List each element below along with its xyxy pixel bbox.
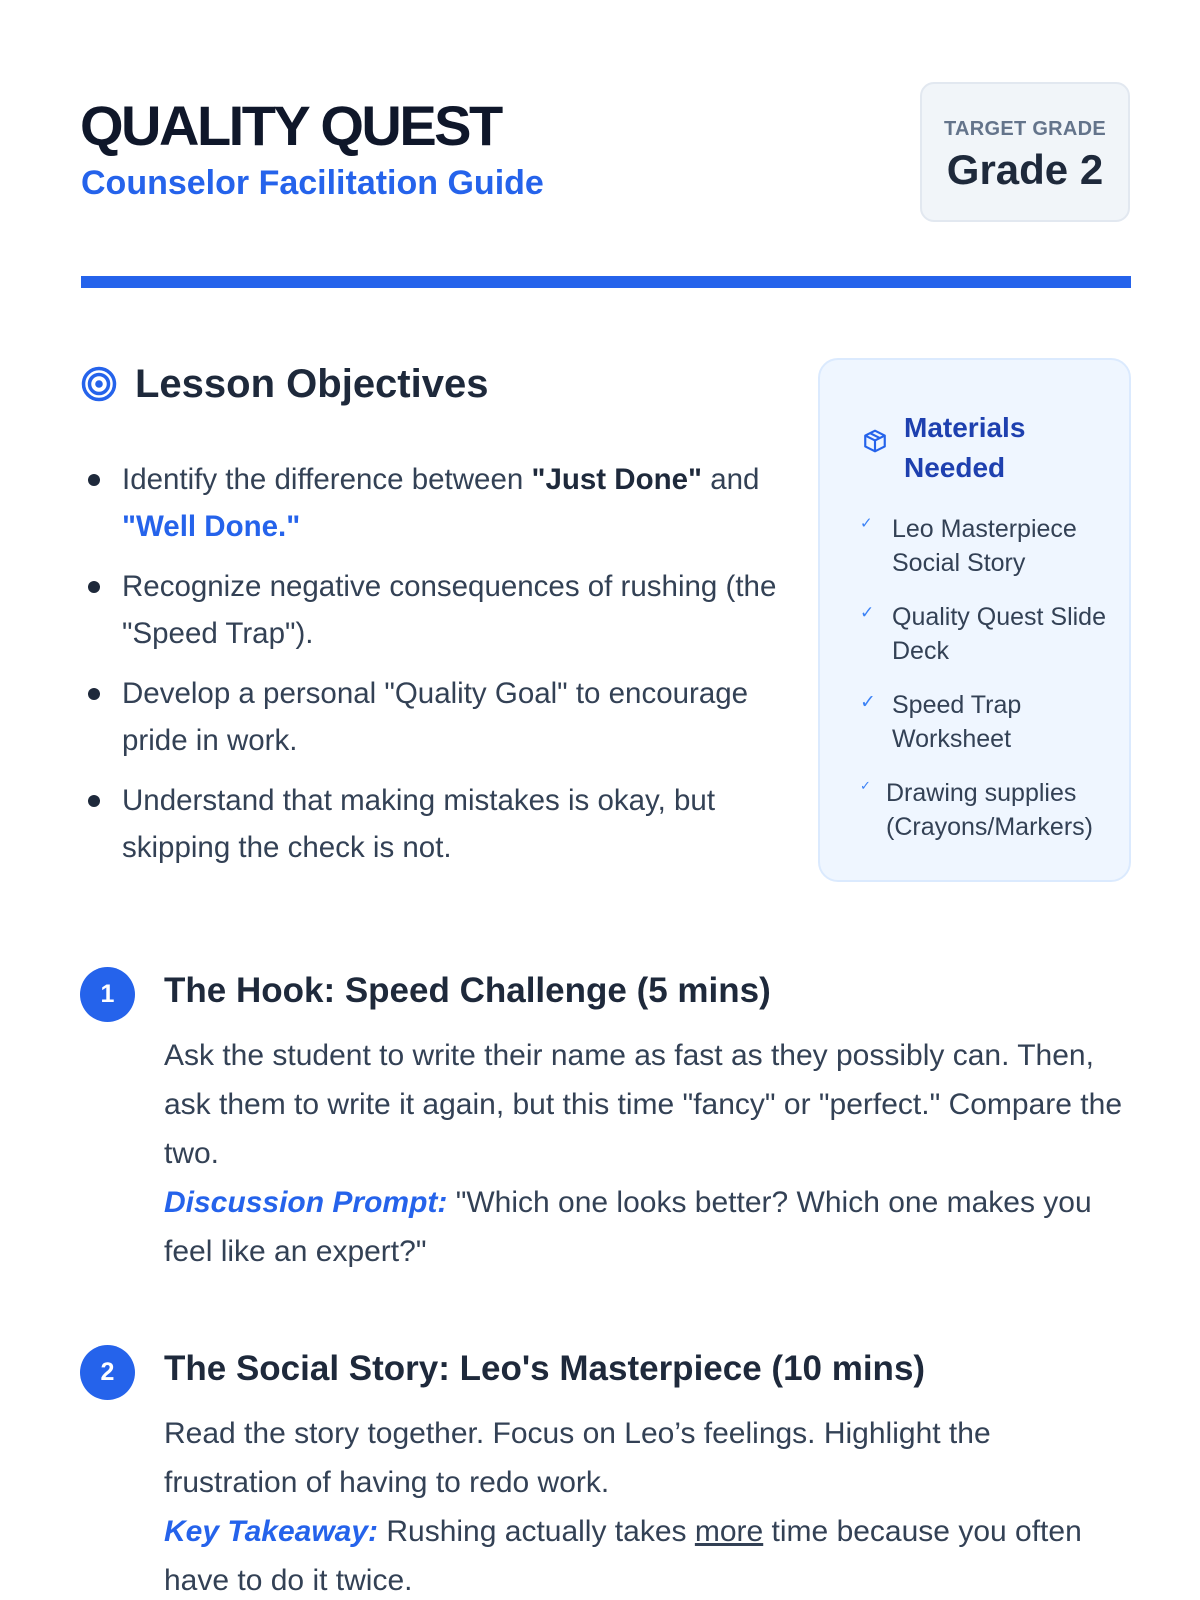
material-text: Drawing supplies (Crayons/Markers) (886, 779, 1093, 841)
header-divider (81, 276, 1131, 288)
target-grade-value: Grade 2 (946, 146, 1104, 193)
step-description: Ask the student to write their name as fast as they possibly can. Then, ask them to write it again, but this time "fancy" or "perfect." Compare the two. (164, 1039, 1123, 1170)
step-title: The Hook: Speed Challenge (5 mins) (164, 971, 771, 1010)
page-title: QUALITY QUEST (80, 94, 501, 157)
target-grade-card (920, 82, 1130, 222)
material-item (860, 512, 1120, 600)
materials-card (818, 358, 1131, 882)
material-text: Speed Trap Worksheet (892, 691, 1022, 753)
key-takeaway-text: time because you often have to do it twice. (164, 1515, 1082, 1597)
material-text: Quality Quest Slide Deck (892, 603, 1106, 665)
key-takeaway-text: Rushing actually takes (378, 1515, 695, 1548)
target-grade-label: TARGET GRADE (943, 118, 1107, 140)
objectives-list (82, 456, 782, 884)
material-text: Leo Masterpiece Social Story (892, 515, 1077, 577)
page-subtitle: Counselor Facilitation Guide (81, 164, 544, 202)
step-description: Read the story together. Focus on Leo’s feelings. Highlight the frustration of having to redo work. (164, 1417, 991, 1499)
objective-item (82, 563, 782, 657)
material-item (860, 688, 1120, 776)
objective-text: Identify the difference between (122, 463, 532, 496)
material-item (860, 600, 1120, 688)
check-icon: ✓ (860, 515, 873, 532)
materials-list (860, 512, 1120, 864)
check-icon: ✓ (860, 603, 875, 622)
objective-text: Develop a personal "Quality Goal" to encourage pride in work. (122, 677, 749, 757)
objective-bold-phrase: "Just Done" (531, 463, 703, 496)
step-body (164, 1409, 1124, 1600)
objective-item (82, 670, 782, 764)
objective-text: Understand that making mistakes is okay, but skipping the check is not. (122, 784, 716, 864)
objective-highlight-phrase: "Well Done." (122, 510, 301, 543)
step-number-badge: 1 (80, 967, 135, 1022)
objective-text: and (702, 463, 760, 496)
box-icon (862, 428, 888, 454)
objectives-heading: Lesson Objectives (135, 362, 489, 406)
check-icon: ✓ (860, 778, 871, 793)
step-body (164, 1031, 1124, 1276)
target-icon (81, 366, 121, 406)
step-title: The Social Story: Leo's Masterpiece (10 mins) (164, 1349, 926, 1388)
discussion-prompt-label: Discussion Prompt: (164, 1186, 448, 1219)
key-takeaway-emphasis: more (694, 1515, 764, 1548)
discussion-prompt-text: "Which one looks better? Which one makes you feel like an expert?" (164, 1186, 1092, 1268)
material-item (860, 776, 1120, 864)
check-icon: ✓ (860, 692, 876, 713)
materials-heading: Materials Needed (904, 412, 1026, 483)
objective-text: Recognize negative consequences of rushing (the "Speed Trap"). (122, 570, 777, 650)
objective-item (82, 777, 782, 871)
key-takeaway-label: Key Takeaway: (164, 1515, 379, 1548)
objective-item (82, 456, 782, 550)
step-number-badge: 2 (80, 1345, 135, 1400)
